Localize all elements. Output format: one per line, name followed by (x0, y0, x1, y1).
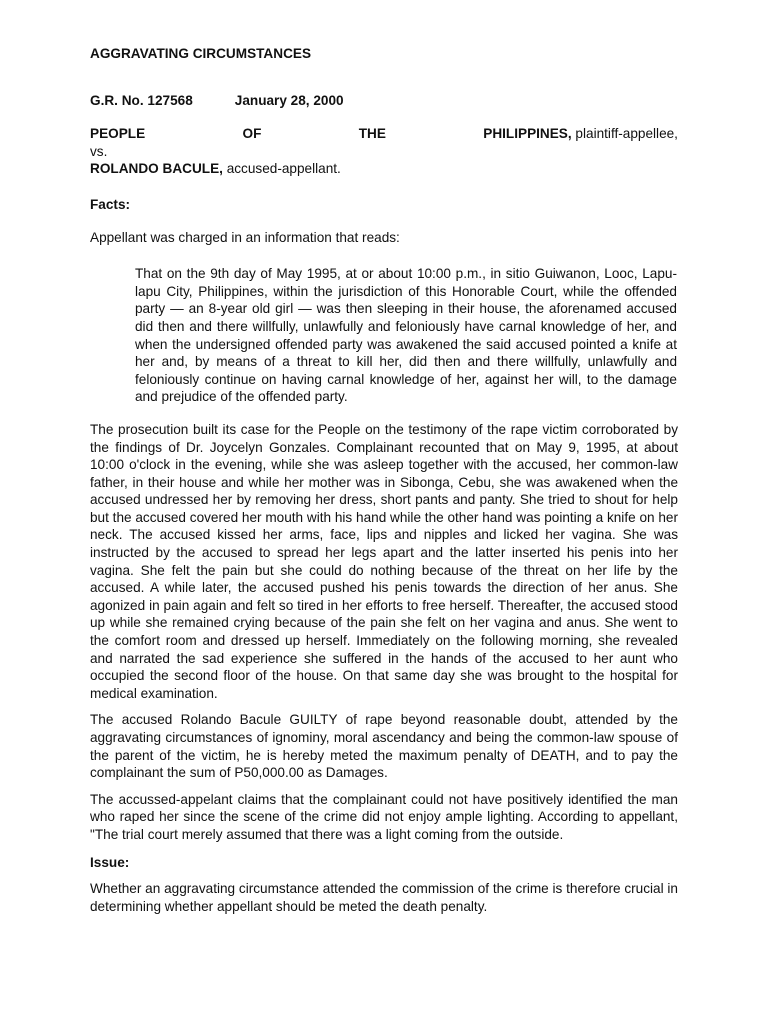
case-number: G.R. No. 127568 (90, 92, 193, 108)
appellant-claim-paragraph: The accussed-appelant claims that the complainant could not have positively identified the man who raped her since the scene of the crime did not enjoy ample lighting. According to appellant, "The trial court merely assumed that there was a light coming from the outside. (90, 791, 678, 842)
plaintiff-word: PEOPLE (90, 126, 146, 142)
facts-heading: Facts: (90, 196, 131, 212)
issue-heading: Issue: (90, 854, 130, 870)
information-quote: That on the 9th day of May 1995, at or about 10:00 p.m., in sitio Guiwanon, Looc, Lapu-lapu City, Philippines, within the jurisdiction of this Honorable Court, while the offended party — an 8-year old girl — was then sleeping in their house, the aforenamed accused did then and there willfully, unlawfully and feloniously have carnal knowledge of her, and when the undersigned offended party was awakened the said accused pointed a knife at her and, by means of a threat to kill her, did then and there willfully, unlawfully and feloniously continue on having carnal knowledge of her, against her will, to the damage and prejudice of the offended party. (135, 266, 677, 405)
accused-name: ROLANDO BACULE, (90, 161, 223, 177)
case-parties (90, 125, 678, 178)
plaintiff-word: PHILIPPINES, (483, 126, 572, 142)
prosecution-paragraph: The prosecution built its case for the People on the testimony of the rape victim corroborated by the findings of Dr. Joycelyn Gonzales. Complainant recounted that on May 9, 1995, at about 10:00 o'clock in the evening, while she was asleep together with the accused, her common-law father, in their house and while her mother was in Sibonga, Cebu, she was awakened when the accused undressed her by removing her dress, short pants and panty. She tried to shout for help but the accused covered her mouth with his hand while the other hand was pointing a knife on her neck. The accused kissed her arms, face, lips and nipples and licked her vagina. She was instructed by the accused to spread her legs apart and the latter inserted his penis into her vagina. She felt the pain but she could do nothing because of the threat on her life by the accused. A while later, the accused pushed his penis towards the direction of her anus. She agonized in pain again and felt so tired in her efforts to free herself. Thereafter, the accused stood up while she remained crying because of the pain she felt on her vagina and anus. She went to the comfort room and dressed up herself. Immediately on the following morning, she revealed and narrated the sad experience she suffered in the hands of the accused to her aunt who occupied the second floor of the house. On that same day she was brought to the hospital for medical examination. (90, 421, 678, 701)
case-reference (90, 92, 678, 110)
verdict-paragraph: The accused Rolando Bacule GUILTY of rape beyond reasonable doubt, attended by the aggravating circumstances of ignominy, moral ascendancy and being the common-law spouse of the parent of the victim, he is hereby meted the maximum penalty of DEATH, and to pay the complainant the sum of P50,000.00 as Damages. (90, 712, 678, 781)
case-date: January 28, 2000 (234, 92, 344, 108)
versus-label: vs. (90, 143, 108, 159)
plaintiff-name-and-role (483, 125, 678, 143)
intro-paragraph: Appellant was charged in an information that reads: (90, 229, 400, 245)
document-title: AGGRAVATING CIRCUMSTANCES (90, 46, 312, 61)
plaintiff-role: plaintiff-appellee, (571, 126, 678, 142)
accused-line (90, 160, 678, 178)
accused-role: accused-appellant. (222, 161, 341, 177)
issue-paragraph: Whether an aggravating circumstance attended the commission of the crime is therefore crucial in determining whether appellant should be meted the death penalty. (90, 881, 678, 914)
plaintiff-word: THE (358, 126, 386, 142)
plaintiff-word: OF (242, 126, 262, 142)
plaintiff-line (90, 125, 678, 143)
